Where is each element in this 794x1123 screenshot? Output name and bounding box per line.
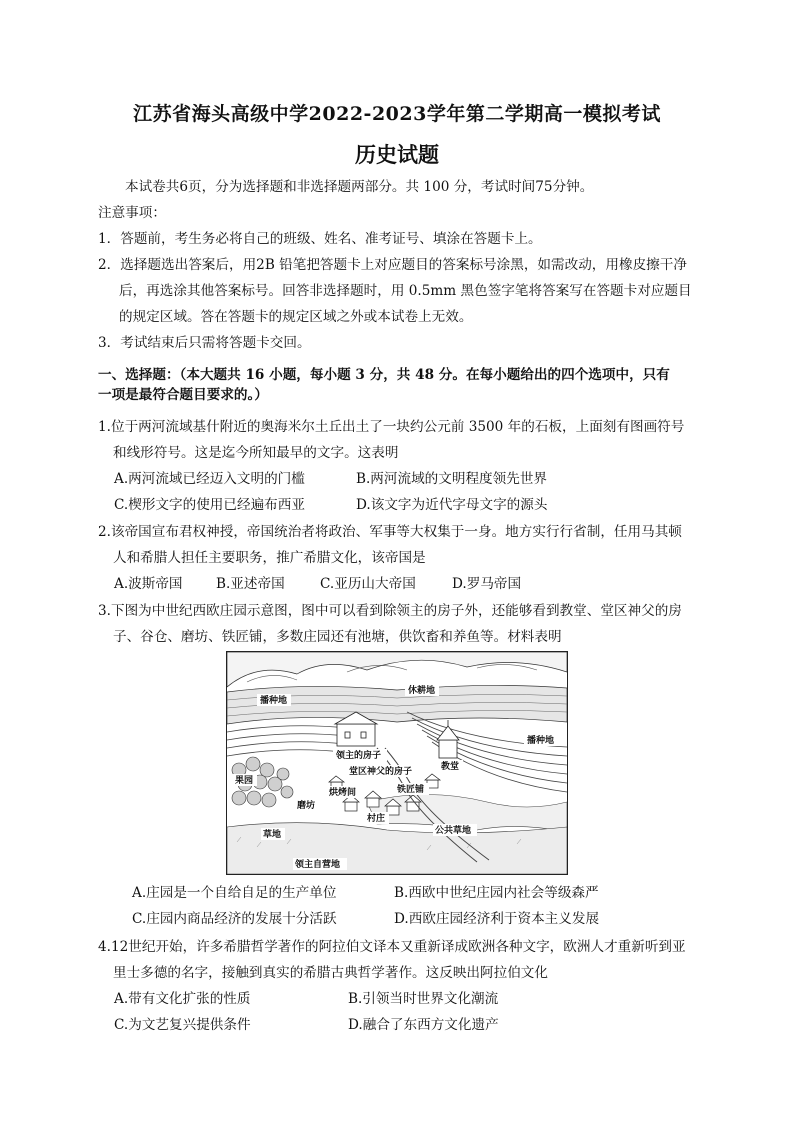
map-label xyxy=(365,812,389,824)
notice-heading: 注意事项： xyxy=(98,205,166,221)
label-village: 村庄 xyxy=(367,814,386,824)
notice-item: 3．考试结束后只需将答题卡交回。 xyxy=(98,335,311,351)
exam-intro: 本试卷共6页，分为选择题和非选择题两部分。共 100 分，考试时间75分钟。 xyxy=(125,179,594,195)
map-label xyxy=(295,799,319,811)
label-smithy: 铁匠铺 xyxy=(397,785,425,795)
question-2-option-d[interactable]: D.罗马帝国 xyxy=(452,576,522,592)
label-church: 教堂 xyxy=(441,762,460,772)
question-4-option-c[interactable]: C.为文艺复兴提供条件 xyxy=(114,1017,251,1033)
notice-item-cont: 的规定区域。答在答题卡的规定区域之外或本试卷上无效。 xyxy=(119,309,473,325)
question-3-option-b[interactable]: B.西欧中世纪庄园内社会等级森严 xyxy=(394,885,599,901)
label-meadow: 草地 xyxy=(263,830,282,840)
subject-title: 历史试题 xyxy=(355,142,439,167)
question-1-option-d[interactable]: D.该文字为近代字母文字的源头 xyxy=(356,497,548,513)
map-label xyxy=(261,828,285,840)
question-2-stem-cont: 人和希腊人担任主要职务，推广希腊文化，该帝国是 xyxy=(113,550,426,566)
question-3-option-a[interactable]: A.庄园是一个自给自足的生产单位 xyxy=(132,885,337,901)
question-2-option-b[interactable]: B.亚述帝国 xyxy=(216,576,285,592)
label-orchard: 果园 xyxy=(235,776,254,786)
manor-diagram xyxy=(226,651,568,875)
question-4-option-b[interactable]: B.引领当时世界文化潮流 xyxy=(348,991,499,1007)
question-1-stem: 1.位于两河流域基什附近的奥海米尔土丘出土了一块约公元前 3500 年的石板，上面刻有图画符号 xyxy=(98,419,685,435)
label-common: 公共草地 xyxy=(435,826,472,836)
question-2-option-a[interactable]: A.波斯帝国 xyxy=(114,576,183,592)
label-demesne: 领主自营地 xyxy=(295,860,341,870)
notice-item-cont: 后，再选涂其他答案标号。回答非选择题时，用 0.5mm 黑色签字笔将答案写在答题卡对应题目 xyxy=(119,283,692,299)
label-mill: 磨坊 xyxy=(297,801,316,811)
question-1-stem-cont: 和线形符号。这是迄今所知最早的文字。这表明 xyxy=(113,445,399,461)
map-label xyxy=(395,783,429,795)
question-4-option-a[interactable]: A.带有文化扩张的性质 xyxy=(114,991,251,1007)
map-label xyxy=(333,749,387,761)
map-label xyxy=(439,760,463,772)
question-3-stem-cont: 子、谷仓、磨坊、铁匠铺，多数庄园还有池塘，供饮畜和养鱼等。材料表明 xyxy=(113,629,562,645)
map-label xyxy=(327,786,361,798)
map-label xyxy=(347,765,419,777)
notice-item: 1．答题前，考生务必将自己的班级、姓名、准考证号、填涂在答题卡上。 xyxy=(98,231,542,247)
map-label xyxy=(257,694,291,706)
label-priest-house: 堂区神父的房子 xyxy=(349,767,413,777)
question-4-stem-cont: 里士多德的名字，接触到真实的希腊古典哲学著作。这反映出阿拉伯文化 xyxy=(113,965,548,981)
question-3-option-c[interactable]: C.庄园内商品经济的发展十分活跃 xyxy=(132,911,337,927)
question-1-option-b[interactable]: B.两河流域的文明程度领先世界 xyxy=(356,471,548,487)
question-2-stem: 2.该帝国宣布君权神授，帝国统治者将政治、军事等大权集于一身。地方实行行省制，任用马其顿 xyxy=(98,524,682,540)
question-4-stem: 4.12世纪开始，许多希腊哲学著作的阿拉伯文译本又重新译成欧洲各种文字，欧洲人才重新听到亚 xyxy=(98,939,686,955)
question-3-option-d[interactable]: D.西欧庄园经济利于资本主义发展 xyxy=(394,911,600,927)
question-1-option-a[interactable]: A.两河流域已经迈入文明的门槛 xyxy=(114,471,305,487)
map-label xyxy=(405,684,439,696)
label-bakery: 烘烤间 xyxy=(329,788,357,798)
map-label xyxy=(233,774,257,786)
map-label xyxy=(524,734,558,746)
question-1-option-c[interactable]: C.楔形文字的使用已经遍布西亚 xyxy=(114,497,305,513)
question-4-option-d[interactable]: D.融合了东西方文化遗产 xyxy=(348,1017,499,1033)
label-sowing-2: 播种地 xyxy=(527,736,555,746)
section-heading-cont: 一项是最符合题目要求的。） xyxy=(98,387,268,403)
question-2-option-c[interactable]: C.亚历山大帝国 xyxy=(320,576,416,592)
school-title: 江苏省海头高级中学2022-2023学年第二学期高一模拟考试 xyxy=(133,103,661,125)
map-label xyxy=(293,858,347,870)
section-heading: 一、选择题：（本大题共 16 小题，每小题 3 分，共 48 分。在每小题给出的四个选项中，只有 xyxy=(98,367,670,383)
notice-item: 2．选择题选出答案后，用2B 铅笔把答题卡上对应题目的答案标号涂黑，如需改动，用橡皮擦干净 xyxy=(98,257,687,273)
label-sowing: 播种地 xyxy=(260,696,288,706)
label-lord-house: 领主的房子 xyxy=(336,751,382,761)
question-3-stem: 3.下图为中世纪西欧庄园示意图，图中可以看到除领主的房子外，还能够看到教堂、堂区神父的房 xyxy=(98,603,682,619)
map-label xyxy=(433,824,477,836)
label-fallow: 休耕地 xyxy=(408,686,436,696)
